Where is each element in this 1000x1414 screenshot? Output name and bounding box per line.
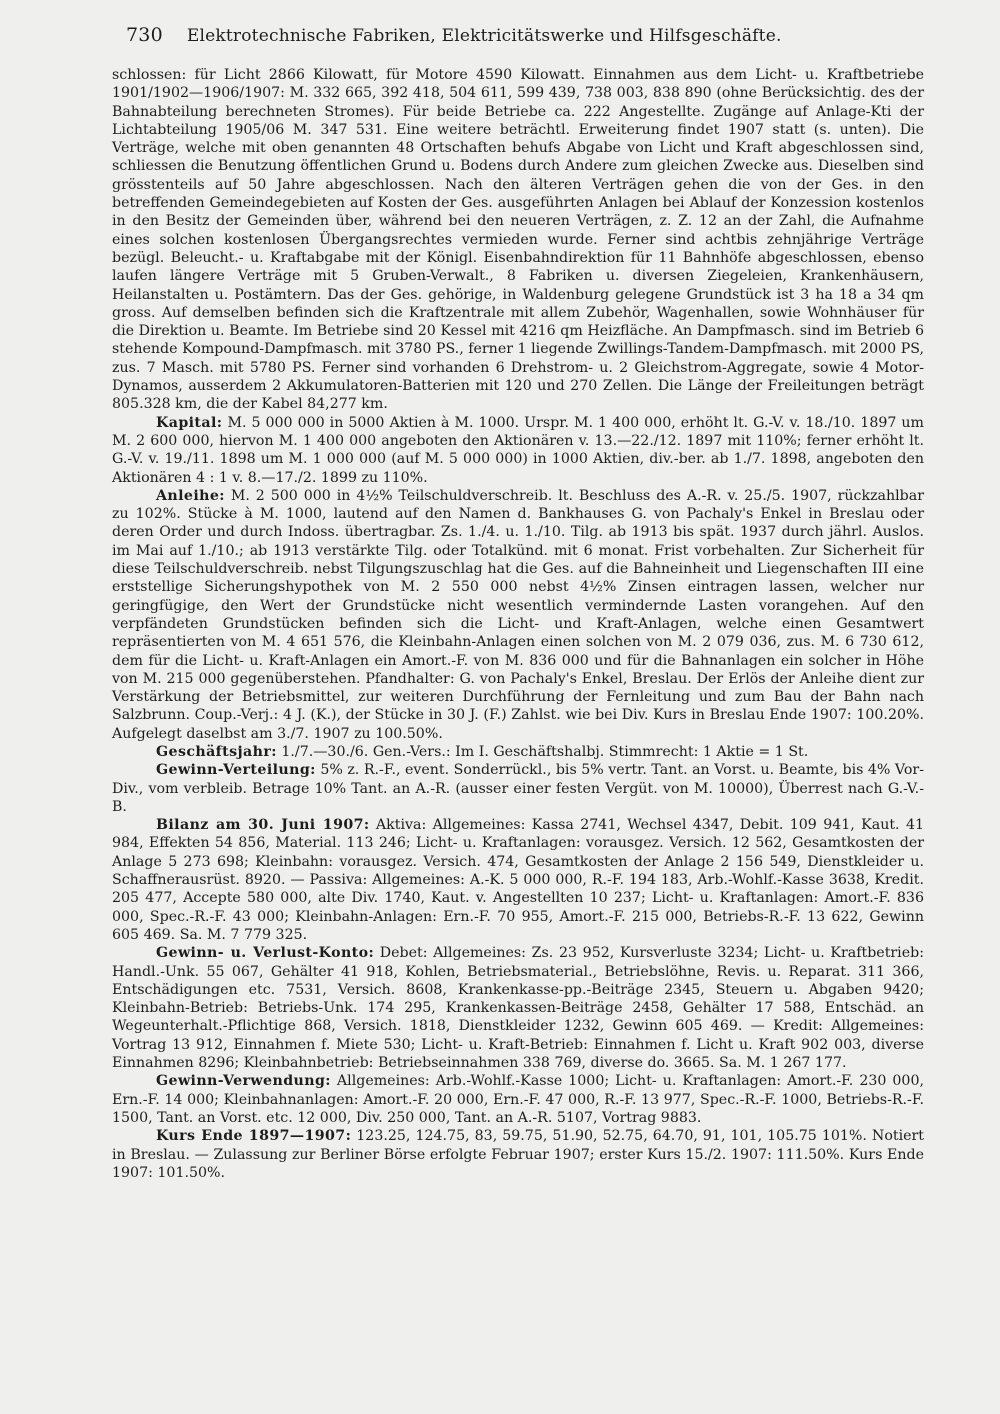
- paragraph-gewinn-verteilung: [112, 761, 924, 816]
- paragraph-text: 5% z. R.-F., event. Sonderrückl., bis 5% vertr. Tant. an Vorst. u. Beamte, bis 4% Vor-Div., vom verbleib. Betrage 10% Tant. an A.-R. (ausser einer festen Vergüt. von M. 10000), Überrest nach G.-V.-B.: [112, 762, 924, 815]
- paragraph-lead: Gewinn-Verteilung:: [156, 762, 316, 779]
- paragraph-text: M. 5 000 000 in 5000 Aktien à M. 1000. Urspr. M. 1 400 000, erhöht lt. G.-V. v. 18./10. 1897 um M. 2 600 000, hiervon M. 1 400 000 angeboten den Aktionären v. 13.—22./12. 1897 mit 110%; ferner erhöht lt. G.-V. v. 19./11. 1898 um M. 1 000 000 (auf M. 5 000 000) in 1000 Aktien, div.-ber. ab 1./7. 1898, angeboten den Aktionären 4 : 1 v. 8.—17./2. 1899 zu 110%.: [112, 414, 925, 486]
- document-body: [112, 66, 924, 1182]
- running-title: Elektrotechnische Fabriken, Elektricitätswerke und Hilfsgeschäfte.: [186, 26, 782, 46]
- page-header: [126, 24, 924, 46]
- paragraph-lead: Gewinn- u. Verlust-Konto:: [156, 945, 375, 962]
- paragraph-text: Aktiva: Allgemeines: Kassa 2741, Wechsel 4347, Debit. 109 941, Kaut. 41 984, Effekten 54 856, Material. 113 246; Licht- u. Kraftanlagen: vorausgez. Versich. 12 562, Gesamtkosten der Anlage 5 273 698; Kleinbahn: vorausgez. Versich. 474, Gesamtkosten der Anlage 2 156 549, Dienstkleider u. Schaffnerausrüst. 8920. — Passiva: Allgemeines: A.-K. 5 000 000, R.-F. 194 183, Arb.-Wohlf.-Kasse 3638, Kredit. 205 477, Accepte 580 000, alte Div. 1740, Kaut. v. Angestellten 10 237; Licht- u. Kraftanlagen: Amort.-F. 836 000, Spec.-R.-F. 43 000; Kleinbahn-Anlagen: Ern.-F. 70 955, Amort.-F. 215 000, Betriebs-R.-F. 13 622, Gewinn 605 469. Sa. M. 7 779 325.: [112, 817, 925, 943]
- paragraph-kurs: [112, 1127, 924, 1182]
- page-number: 730: [126, 24, 163, 46]
- paragraph-geschaeftsjahr: [112, 743, 924, 761]
- paragraph-gewinn-verlust-konto: [112, 944, 924, 1072]
- paragraph-lead: Anleihe:: [156, 487, 225, 504]
- paragraph-text: schlossen: für Licht 2866 Kilowatt, für Motore 4590 Kilowatt. Einnahmen aus dem Licht- u. Kraftbetriebe 1901/1902—1906/1907: M. 332 665, 392 418, 504 611, 599 439, 738 003, 838 890 (ohne Berücksichtig. des der Bahnabteilung berechneten Stromes). Für beide Betriebe ca. 222 Angestellte. Zugänge auf Anlage-Kti der Lichtabteilung 1905/06 M. 347 531. Eine weitere beträchtl. Erweiterung findet 1907 statt (s. unten). Die Verträge, welche mit oben genannten 48 Ortschaften behufs Abgabe von Licht und Kraft abgeschlossen sind, schliessen die Benutzung öffentlichen Grund u. Bodens durch Andere zum gleichen Zwecke aus. Dieselben sind grösstenteils auf 50 Jahre abgeschlossen. Nach den älteren Verträgen gehen die von der Ges. in den betreffenden Gemeindegebieten auf Kosten der Ges. ausgeführten Anlagen bei Ablauf der Konzession kostenlos in den Besitz der Gemeinden über, während bei den neueren Verträgen, z. Z. 12 an der Zahl, die Aufnahme eines solchen kostenlosen Übergangsrechtes vermieden wurde. Ferner sind achtbis zehnjährige Verträge bezügl. Beleucht.- u. Kraftabgabe mit der Königl. Eisenbahndirektion für 11 Bahnhöfe abgeschlossen, ebenso laufen längere Verträge mit 5 Gruben-Verwalt., 8 Fabriken u. diversen Ziegeleien, Krankenhäusern, Heilanstalten u. Postämtern. Das der Ges. gehörige, in Waldenburg gelegene Grundstück ist 3 ha 18 a 34 qm gross. Auf demselben befinden sich die Kraftzentrale mit allem Zubehör, Wagenhallen, sowie Wohnhäuser für die Direktion u. Beamte. Im Betriebe sind 20 Kessel mit 4216 qm Heizfläche. An Dampfmasch. sind im Betrieb 6 stehende Kompound-Dampfmasch. mit 3780 PS., ferner 1 liegende Zwillings-Tandem-Dampfmasch. mit 2000 PS, zus. 7 Masch. mit 5780 PS. Ferner sind vorhanden 6 Drehstrom- u. 2 Gleichstrom-Aggregate, sowie 4 Motor-Dynamos, ausserdem 2 Akkumulatoren-Batterien mit 120 und 270 Zellen. Die Länge der Freileitungen beträgt 805.328 km, die der Kabel 84,277 km.: [112, 67, 924, 413]
- paragraph-gewinn-verwendung: [112, 1072, 924, 1127]
- paragraph-lead: Bilanz am 30. Juni 1907:: [156, 817, 370, 834]
- paragraph-text: 123.25, 124.75, 83, 59.75, 51.90, 52.75, 64.70, 91, 101, 105.75 101%. Notiert in Breslau. — Zulassung zur Berliner Börse erfolgte Februar 1907; erster Kurs 15./2. 1907: 111.50%. Kurs Ende 1907: 101.50%.: [112, 1128, 925, 1181]
- paragraph-lead: Kapital:: [156, 414, 223, 431]
- paragraph-lead: Geschäftsjahr:: [156, 743, 277, 760]
- paragraph-text: M. 2 500 000 in 4½% Teilschuldverschreib. lt. Beschluss des A.-R. v. 25./5. 1907, rückzahlbar zu 102%. Stücke à M. 1000, lautend auf den Namen d. Bankhauses G. von Pachaly's Enkel in Breslau oder deren Order und durch Indoss. übertragbar. Zs. 1./4. u. 1./10. Tilg. ab 1913 bis spät. 1937 durch jährl. Auslos. im Mai auf 1./10.; ab 1913 verstärkte Tilg. oder Totalkünd. mit 6 monat. Frist vorbehalten. Zur Sicherheit für diese Teilschuldverschreib. nebst Tilgungszuschlag hat die Ges. auf die Bahneinheit und Liegenschaften III eine erststellige Sicherungshypothek von M. 2 550 000 nebst 4½% Zinsen eintragen lassen, welcher nur geringfügige, den Wert der Grundstücke nicht wesentlich vermindernde Lasten vorangehen. Auf den verpfändeten Grundstücken befinden sich die Licht- und Kraft-Anlagen, welche einen Gesamtwert repräsentierten von M. 4 651 576, die Kleinbahn-Anlagen einen solchen von M. 2 079 036, zus. M. 6 730 612, dem für die Licht- u. Kraft-Anlagen ein Amort.-F. von M. 836 000 und für die Bahnanlagen ein solcher in Höhe von M. 215 000 gegenüberstehen. Pfandhalter: G. von Pachaly's Enkel, Breslau. Der Erlös der Anleihe dient zur Verstärkung der Betriebsmittel, zur weiteren Durchführung der Fernleitung und zum Bau der Bahn nach Salzbrunn. Coup.-Verj.: 4 J. (K.), der Stücke in 30 J. (F.) Zahlst. wie bei Div. Kurs in Breslau Ende 1907: 100.20%. Aufgelegt daselbst am 3./7. 1907 zu 100.50%.: [112, 487, 924, 742]
- paragraph-text: Allgemeines: Arb.-Wohlf.-Kasse 1000; Licht- u. Kraftanlagen: Amort.-F. 230 000, Ern.-F. 14 000; Kleinbahnanlagen: Amort.-F. 20 000, Ern.-F. 47 000, R.-F. 13 977, Spec.-R.-F. 1000, Betriebs-R.-F. 1500, Tant. an Vorst. etc. 12 000, Div. 250 000, Tant. an A.-R. 5107, Vortrag 9883.: [112, 1073, 924, 1126]
- paragraph-kapital: [112, 414, 924, 487]
- paragraph-lead: Kurs Ende 1897—1907:: [156, 1128, 352, 1145]
- paragraph-lead: Gewinn-Verwendung:: [156, 1073, 331, 1090]
- paragraph-intro: [112, 66, 924, 414]
- paragraph-text: Debet: Allgemeines: Zs. 23 952, Kursverluste 3234; Licht- u. Kraftbetrieb: Handl.-Unk. 55 067, Gehälter 41 918, Kohlen, Betriebsmaterial., Betriebslöhne, Revis. u. Reparat. 311 366, Entschädigungen etc. 7531, Versich. 8608, Krankenkasse-pp.-Beiträge 2345, Steuern u. Abgaben 9420; Kleinbahn-Betrieb: Betriebs-Unk. 174 295, Krankenkassen-Beiträge 2458, Gehälter 17 588, Entschäd. an Wegeunterhalt.-Pflichtige 868, Versich. 1818, Dienstkleider 1232, Gewinn 605 469. — Kredit: Allgemeines: Vortrag 13 912, Einnahmen f. Miete 530; Licht- u. Kraft-Betrieb: Einnahmen f. Licht u. Kraft 902 003, diverse Einnahmen 8296; Kleinbahnbetrieb: Betriebseinnahmen 338 769, diverse do. 3665. Sa. M. 1 267 177.: [112, 945, 924, 1072]
- paragraph-anleihe: [112, 487, 924, 743]
- paragraph-text: 1./7.—30./6. Gen.-Vers.: Im I. Geschäftshalbj. Stimmrecht: 1 Aktie = 1 St.: [281, 743, 809, 760]
- paragraph-bilanz: [112, 816, 924, 944]
